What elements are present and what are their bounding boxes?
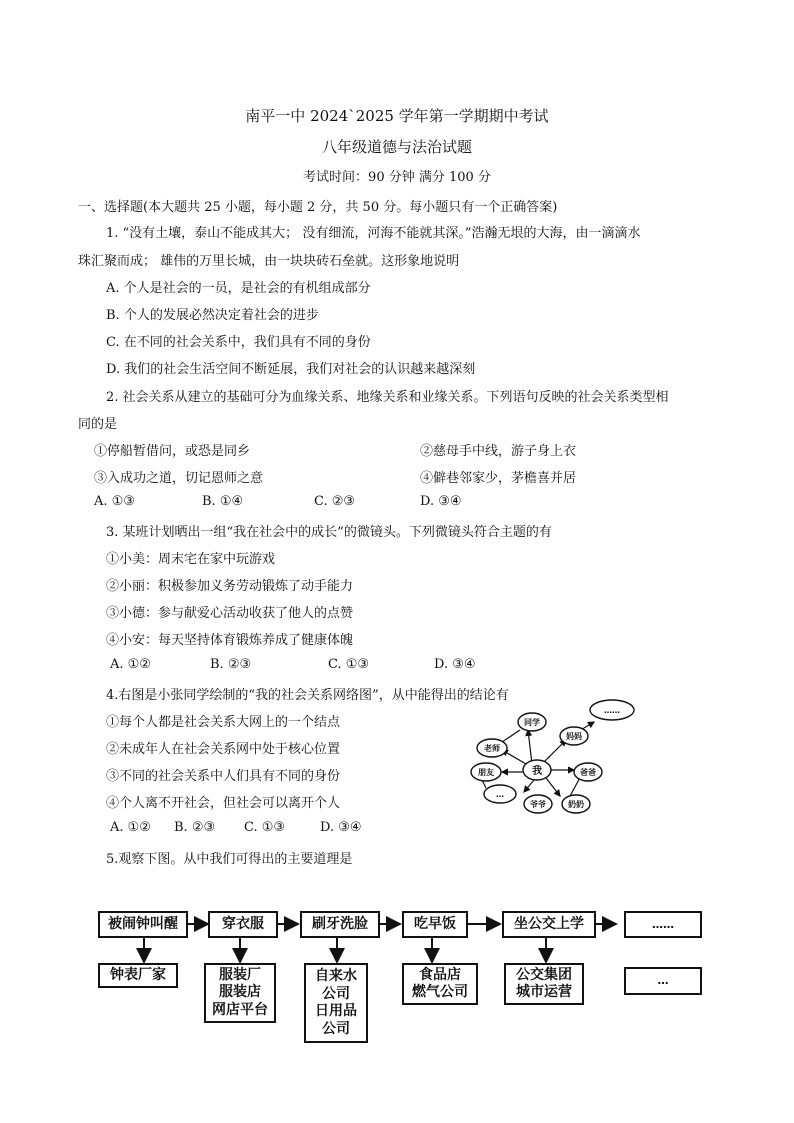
q3-stem: 3. 某班计划晒出一组“我在社会中的成长”的微镜头。下列微镜头符合主题的有 [106,525,552,540]
flow-label-transit-2: 城市运营 [516,984,572,1000]
flow-label-wash: 刷牙洗脸 [312,915,368,932]
label-ellipsis-top: …… [604,706,620,715]
q1-option-a: A. 个人是社会的一员，是社会的有机组成部分 [106,281,371,296]
q3-item-2: ②小丽：积极参加义务劳动锻炼了动手能力 [106,579,354,594]
flow-label-clothing-3: 网店平台 [212,1001,268,1018]
exam-info: 考试时间：90 分钟 满分 100 分 [303,170,491,185]
q1-option-c: C. 在不同的社会关系中，我们具有不同的身份 [106,335,371,350]
flow-box-more-top [624,911,702,938]
flow-label-breakfast: 吃早饭 [414,915,456,932]
q4-option-a: A. ①② [110,820,151,835]
flow-label-more-top: …… [652,917,674,931]
flow-label-more-bottom: … [657,974,669,988]
q4-option-b: B. ②③ [174,820,216,835]
section-heading: 一、选择题(本大题共 25 小题，每小题 2 分，共 50 分。每小题只有一个正确答案) [78,200,558,215]
label-me: 我 [532,766,542,777]
q4-option-d: D. ③④ [320,820,362,835]
q3-option-d: D. ③④ [434,657,476,672]
flow-label-bus: 坐公交上学 [514,915,584,932]
label-friend: 朋友 [478,768,494,777]
q2-option-b: B. ①④ [202,494,244,509]
q1-option-b: B. 个人的发展必然决定着社会的进步 [106,308,319,323]
social-network-diagram [462,692,642,820]
q2-item-3: ③入成功之道，切记恩师之意 [94,471,264,486]
q3-option-b: B. ②③ [210,657,252,672]
flow-box-food [402,963,478,1005]
flow-label-utilities-3: 日用品 [315,1003,357,1019]
flow-label-utilities-4: 公司 [322,1020,350,1037]
label-grandma: 奶奶 [568,800,584,809]
flow-box-clothing [204,963,276,1023]
q2-item-1: ①停船暂借问，或恐是同乡 [94,444,251,459]
exam-title: 南平一中 2024`2025 学年第一学期期中考试 [245,107,549,125]
q2-item-2: ②慈母手中线，游子身上衣 [420,444,577,459]
q3-item-3: ③小德：参与献爱心活动收获了他人的点赞 [106,606,354,621]
flow-box-more-bottom [624,967,702,995]
q4-stem: 4.右图是小张同学绘制的“我的社会关系网络图”，从中能得出的结论有 [106,688,509,703]
flow-label-clothing-1: 服装厂 [219,966,261,983]
flow-box-transit [504,963,584,1005]
q1-stem-line1: 1. “没有土壤，泰山不能成其大； 没有细流，河海不能就其深。”浩瀚无垠的大海，由一滴滴水 [106,226,641,241]
flow-box-wash [300,911,380,938]
label-ellipsis-left: … [496,790,504,799]
flow-label-food-1: 食品店 [419,966,461,983]
label-classmate: 同学 [524,718,540,727]
label-grandpa: 爷爷 [530,800,546,809]
flow-label-clothing-2: 服装店 [219,984,261,1001]
flow-label-food-2: 燃气公司 [412,984,468,1000]
q3-option-a: A. ①② [110,657,151,672]
flow-label-dress: 穿衣服 [222,915,264,932]
q4-item-4: ④个人离不开社会，但社会可以离开个人 [106,796,341,811]
flow-box-clock-maker [98,963,178,988]
flow-box-dress [208,911,278,938]
q3-option-c: C. ①③ [328,657,370,672]
flow-label-utilities-2: 公司 [322,985,350,1002]
label-dad: 爸爸 [580,768,596,777]
label-mom: 妈妈 [566,732,582,741]
q3-item-4: ④小安：每天坚持体育锻炼养成了健康体魄 [106,633,354,648]
flow-box-breakfast [402,911,468,938]
q4-item-3: ③不同的社会关系中人们具有不同的身份 [106,769,341,784]
q2-stem-line1: 2. 社会关系从建立的基础可分为血缘关系、地缘关系和业缘关系。下列语句反映的社会关系类型相 [106,390,669,405]
q1-option-d: D. 我们的社会生活空间不断延展，我们对社会的认识越来越深刻 [106,362,476,377]
q5-stem: 5.观察下图。从中我们可得出的主要道理是 [106,852,353,867]
flow-box-bus [502,911,596,938]
q2-option-d: D. ③④ [420,494,462,509]
flow-box-alarm [98,911,188,938]
q4-option-c: C. ①③ [244,820,286,835]
q4-item-1: ①每个人都是社会关系大网上的一个结点 [106,715,341,730]
flow-label-transit-1: 公交集团 [516,966,572,983]
label-teacher: 老师 [484,744,500,753]
q2-option-a: A. ①③ [94,494,135,509]
q2-stem-line2: 同的是 [78,417,118,432]
flow-label-clock-maker: 钟表厂家 [110,966,166,983]
flow-label-alarm: 被闹钟叫醒 [108,915,178,932]
q1-stem-line2: 珠汇聚而成； 雄伟的万里长城，由一块块砖石垒就。这形象地说明 [78,254,460,269]
q2-option-c: C. ②③ [314,494,356,509]
q4-item-2: ②未成年人在社会关系网中处于核心位置 [106,742,341,757]
q2-item-4: ④僻巷邻家少，茅檐喜并居 [420,471,577,486]
flow-box-utilities [304,963,368,1043]
q3-item-1: ①小美：周末宅在家中玩游戏 [106,552,276,567]
exam-subtitle: 八年级道德与法治试题 [321,138,472,156]
flow-label-utilities-1: 自来水 [315,968,357,984]
